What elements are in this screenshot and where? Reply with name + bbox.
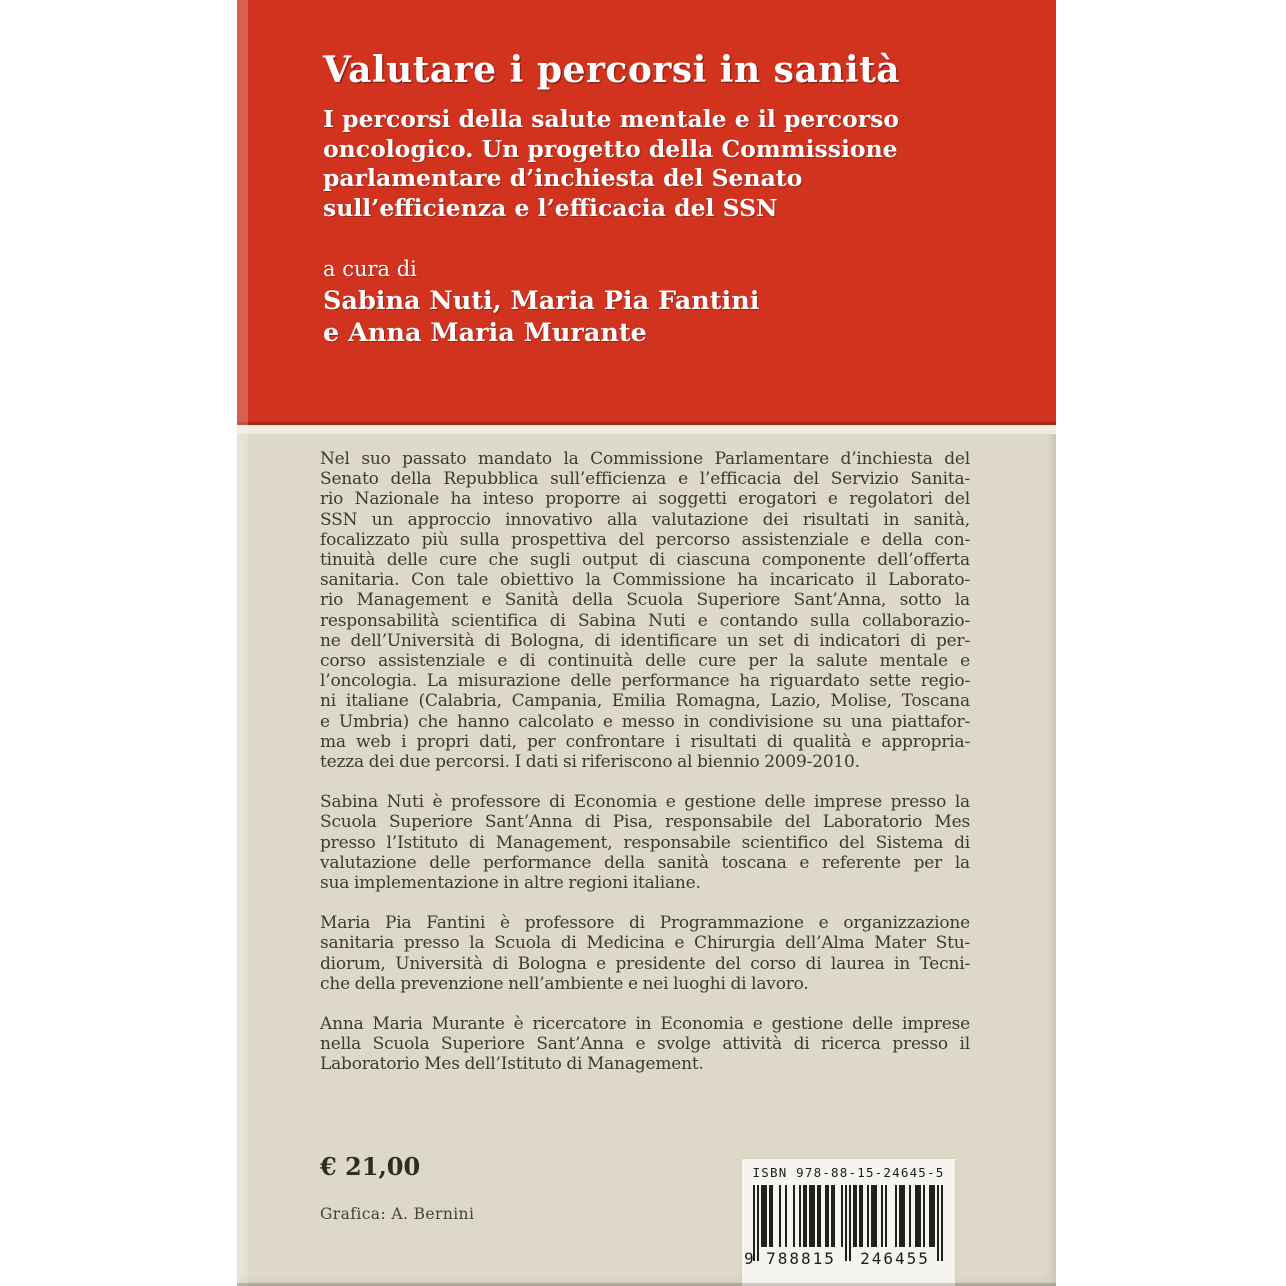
text-line: tinuità delle cure che sugli output di ciascuna componente dell’offerta [320, 550, 970, 571]
design-credit: Grafica: A. Bernini [320, 1205, 475, 1223]
text-line: tezza dei due percorsi. I dati si riferiscono al biennio 2009-2010. [320, 752, 860, 773]
text-line: Laboratorio Mes dell’Istituto di Management. [320, 1054, 704, 1075]
text-line: e Anna Maria Murante [323, 318, 647, 348]
barcode-group-1: 788815 [766, 1249, 836, 1268]
text-line: oncologico. Un progetto della Commissione [323, 134, 898, 163]
cover-header-content [323, 50, 983, 349]
cover-header-band [237, 0, 1056, 425]
paragraph [320, 1014, 970, 1075]
text-line: Maria Pia Fantini è professore di Programmazione e organizzazione [320, 913, 970, 934]
text-line: sanitaria presso la Scuola di Medicina e Chirurgia dell’Alma Mater Stu- [320, 933, 970, 954]
barcode-group-2: 246455 [860, 1249, 930, 1268]
text-line: Senato della Repubblica sull’efficienza e l’efficacia del Servizio Sanita- [320, 469, 970, 490]
text-line: ni italiane (Calabria, Campania, Emilia Romagna, Lazio, Molise, Toscana [320, 691, 970, 712]
barcode-lead-digit: 9 [744, 1249, 754, 1268]
text-line: ma web i propri dati, per confrontare i risultati di qualità e appropria- [320, 731, 970, 752]
price-label: € 21,00 [320, 1152, 421, 1181]
book-authors [323, 285, 983, 349]
text-line: corso assistenziale e di continuità delle cure per la salute mentale e [320, 651, 970, 672]
text-line: e Umbria) che hanno calcolato e messo in condivisione su una piattafor- [320, 711, 970, 732]
text-line: sull’efficienza e l’efficacia del SSN [323, 193, 778, 222]
text-line: diorum, Università di Bologna e presidente del corso di laurea in Tecni- [320, 953, 970, 974]
book-title: Valutare i percorsi in sanità [323, 49, 901, 91]
text-line: rio Management e Sanità della Scuola Superiore Sant’Anna, sotto la [320, 590, 970, 611]
text-line: sua implementazione in altre regioni italiane. [320, 873, 701, 894]
text-line: presso l’Istituto di Management, responsabile scientifico del Sistema di [320, 832, 970, 853]
book-cover [237, 0, 1056, 1286]
paragraph [320, 792, 970, 893]
text-line: rio Nazionale ha inteso proporre ai soggetti erogatori e regolatori del [320, 489, 970, 510]
text-line: Sabina Nuti è professore di Economia e gestione delle imprese presso la [320, 792, 970, 813]
text-line: Scuola Superiore Sant’Anna di Pisa, responsabile del Laboratorio Mes [320, 812, 970, 833]
text-line: responsabilità scientifica di Sabina Nuti e contando sulla collaborazio- [320, 610, 970, 631]
text-line: Nel suo passato mandato la Commissione Parlamentare d’inchiesta del [320, 449, 970, 469]
isbn-barcode-label [742, 1159, 955, 1286]
text-line: l’oncologia. La misurazione delle performance ha riguardato sette regio- [320, 671, 970, 692]
book-subtitle [323, 105, 983, 223]
text-line: valutazione delle performance della sanità toscana e referente per la [320, 852, 970, 873]
text-line: Sabina Nuti, Maria Pia Fantini [323, 286, 760, 316]
paragraph [320, 449, 970, 772]
curated-by-label: a cura di [323, 257, 417, 281]
barcode-digits [744, 1249, 943, 1271]
text-line: I percorsi della salute mentale e il percorso [323, 105, 899, 133]
text-line: sanitaria. Con tale obiettivo la Commissione ha incaricato il Laborato- [320, 570, 970, 591]
isbn-number: ISBN 978-88-15-24645-5 [752, 1165, 945, 1180]
text-line: focalizzato più sulla prospettiva del percorso assistenziale e della con- [320, 529, 970, 550]
text-line: che della prevenzione nell’ambiente e nei luoghi di lavoro. [320, 973, 809, 994]
text-line: ne dell’Università di Bologna, di identificare un set di indicatori di per- [320, 630, 970, 651]
paragraph [320, 913, 970, 994]
text-line: Anna Maria Murante è ricercatore in Economia e gestione delle imprese [320, 1014, 970, 1035]
text-line: SSN un approccio innovativo alla valutazione dei risultati in sanità, [320, 509, 970, 530]
page-fold-highlight [237, 425, 1056, 434]
text-line: parlamentare d’inchiesta del Senato [323, 164, 803, 192]
back-cover-text [320, 449, 970, 1095]
text-line: nella Scuola Superiore Sant’Anna e svolge attività di ricerca presso il [320, 1034, 970, 1055]
